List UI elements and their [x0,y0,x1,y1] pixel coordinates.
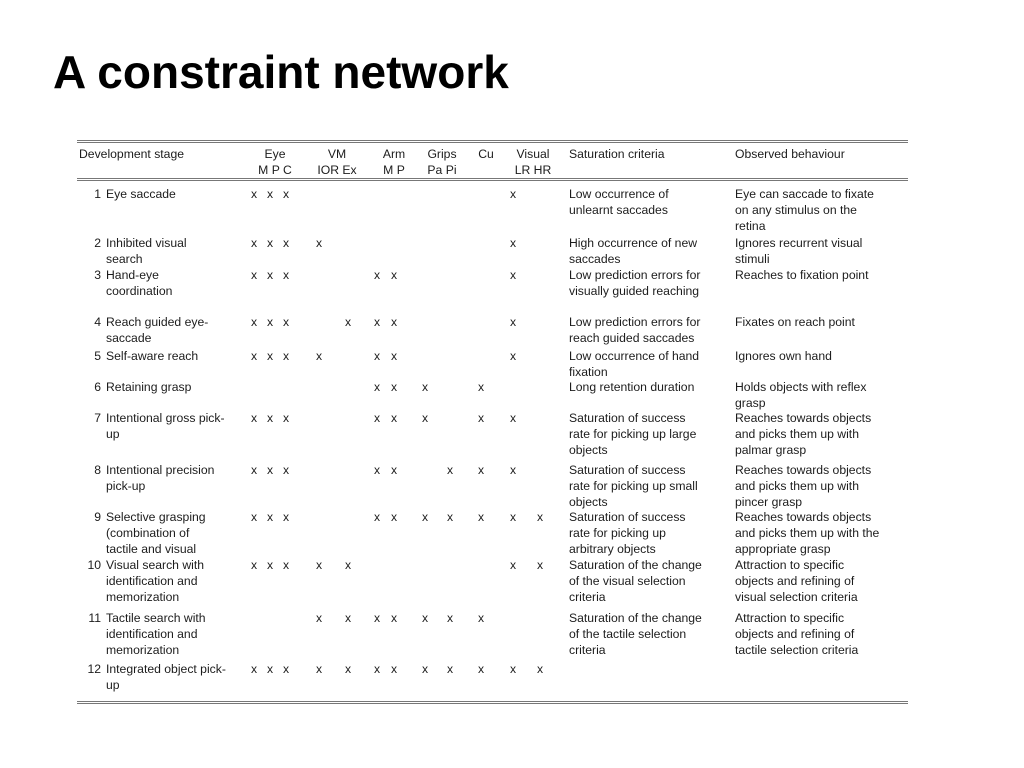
mark-eye-m: x [250,315,258,329]
mark-arm-m: x [373,411,381,425]
mark-vm-ior: x [315,611,323,625]
mark-grips-pa: x [421,411,429,425]
mark-grips-pa: x [421,611,429,625]
header-rule [77,178,908,181]
mark-arm-p: x [390,463,398,477]
header-grips: Grips Pa Pi [427,147,457,177]
observed-behaviour: Ignores own hand [735,349,832,363]
saturation-criteria: Low occurrence of hand fixation [569,349,700,379]
mark-visual-lr: x [509,662,517,676]
mark-eye-c: x [282,463,290,477]
mark-vm-ex: x [344,611,352,625]
mark-grips-pi: x [446,611,454,625]
mark-visual-lr: x [509,315,517,329]
mark-vm-ex: x [344,558,352,572]
stage-name: Eye saccade [106,187,176,201]
header-observed-behaviour: Observed behaviour [735,147,845,161]
observed-behaviour: Attraction to specific objects and refining of visual selection criteria [735,558,858,604]
mark-eye-m: x [250,662,258,676]
stage-number: 4 [94,315,101,329]
mark-eye-p: x [266,463,274,477]
mark-arm-p: x [390,411,398,425]
mark-cu: x [477,411,485,425]
observed-behaviour: Eye can saccade to fixate on any stimulus on the retina [735,187,874,233]
stage-name: Tactile search with identification and memorization [106,611,206,657]
stage-name: Inhibited visual search [106,236,187,266]
header-visual: Visual LR HR [514,147,552,177]
mark-eye-p: x [266,315,274,329]
slide-title: A constraint network [53,46,509,98]
mark-vm-ex: x [344,662,352,676]
mark-grips-pi: x [446,662,454,676]
stage-number: 2 [94,236,101,250]
mark-eye-m: x [250,558,258,572]
stage-name: Integrated object pick- up [106,662,226,692]
mark-visual-lr: x [509,411,517,425]
mark-visual-hr: x [536,558,544,572]
mark-arm-m: x [373,662,381,676]
mark-visual-hr: x [536,510,544,524]
header-vm: VM IOR Ex [317,147,357,177]
header-cu: Cu [478,147,494,161]
mark-eye-c: x [282,187,290,201]
mark-arm-m: x [373,268,381,282]
mark-eye-p: x [266,187,274,201]
mark-visual-lr: x [509,510,517,524]
stage-number: 10 [87,558,101,572]
mark-eye-p: x [266,268,274,282]
mark-arm-m: x [373,463,381,477]
mark-eye-p: x [266,510,274,524]
mark-grips-pi: x [446,510,454,524]
mark-eye-c: x [282,315,290,329]
saturation-criteria: Saturation of success rate for picking up large objects [569,411,697,457]
mark-eye-c: x [282,558,290,572]
mark-eye-p: x [266,662,274,676]
observed-behaviour: Reaches to fixation point [735,268,869,282]
observed-behaviour: Fixates on reach point [735,315,855,329]
mark-arm-p: x [390,662,398,676]
stage-number: 7 [94,411,101,425]
mark-grips-pa: x [421,380,429,394]
header-arm: Arm M P [382,147,406,177]
mark-eye-p: x [266,411,274,425]
stage-number: 3 [94,268,101,282]
mark-arm-p: x [390,510,398,524]
mark-arm-p: x [390,315,398,329]
mark-arm-m: x [373,349,381,363]
mark-vm-ior: x [315,558,323,572]
observed-behaviour: Holds objects with reflex grasp [735,380,867,410]
mark-eye-m: x [250,236,258,250]
stage-name: Hand-eye coordination [106,268,173,298]
mark-eye-c: x [282,510,290,524]
mark-arm-p: x [390,380,398,394]
saturation-criteria: High occurrence of new saccades [569,236,698,266]
mark-grips-pi: x [446,463,454,477]
mark-eye-c: x [282,662,290,676]
saturation-criteria: Low occurrence of unlearnt saccades [569,187,669,217]
mark-cu: x [477,380,485,394]
mark-eye-m: x [250,510,258,524]
mark-visual-lr: x [509,268,517,282]
mark-cu: x [477,463,485,477]
stage-number: 11 [88,611,101,625]
stage-name: Self-aware reach [106,349,199,363]
mark-visual-lr: x [509,187,517,201]
mark-eye-p: x [266,236,274,250]
saturation-criteria: Saturation of the change of the visual selection criteria [569,558,702,604]
stage-number: 8 [94,463,101,477]
saturation-criteria: Saturation of the change of the tactile selection criteria [569,611,702,657]
saturation-criteria: Saturation of success rate for picking up small objects [569,463,698,509]
mark-visual-hr: x [536,662,544,676]
mark-eye-p: x [266,349,274,363]
mark-vm-ex: x [344,315,352,329]
mark-eye-m: x [250,268,258,282]
stage-name: Selective grasping (combination of tactile and visual [106,510,206,556]
mark-arm-p: x [390,611,398,625]
observed-behaviour: Reaches towards objects and picks them up with pincer grasp [735,463,872,509]
stage-number: 5 [94,349,101,363]
mark-arm-p: x [390,349,398,363]
mark-eye-m: x [250,411,258,425]
saturation-criteria: Saturation of success rate for picking up arbitrary objects [569,510,686,556]
header-eye: Eye M P C [258,147,292,177]
stage-name: Intentional precision pick-up [106,463,215,493]
stage-name: Retaining grasp [106,380,192,394]
constraint-table [77,140,908,704]
stage-number: 6 [94,380,101,394]
mark-eye-c: x [282,411,290,425]
stage-name: Visual search with identification and memorization [106,558,204,604]
observed-behaviour: Attraction to specific objects and refining of tactile selection criteria [735,611,859,657]
stage-number: 1 [94,187,101,201]
stage-number: 9 [94,510,101,524]
mark-vm-ior: x [315,236,323,250]
stage-name: Intentional gross pick- up [106,411,225,441]
mark-visual-lr: x [509,558,517,572]
mark-arm-m: x [373,510,381,524]
mark-cu: x [477,611,485,625]
mark-arm-p: x [390,268,398,282]
mark-grips-pa: x [421,510,429,524]
mark-visual-lr: x [509,463,517,477]
mark-arm-m: x [373,315,381,329]
saturation-criteria: Low prediction errors for visually guided reaching [569,268,701,298]
header-saturation-criteria: Saturation criteria [569,147,665,161]
mark-vm-ior: x [315,349,323,363]
observed-behaviour: Reaches towards objects and picks them up with the appropriate grasp [735,510,880,556]
mark-cu: x [477,510,485,524]
mark-eye-m: x [250,463,258,477]
mark-vm-ior: x [315,662,323,676]
mark-cu: x [477,662,485,676]
mark-eye-p: x [266,558,274,572]
mark-grips-pa: x [421,662,429,676]
mark-eye-c: x [282,268,290,282]
saturation-criteria: Low prediction errors for reach guided saccades [569,315,701,345]
observed-behaviour: Ignores recurrent visual stimuli [735,236,863,266]
mark-visual-lr: x [509,236,517,250]
mark-eye-m: x [250,349,258,363]
stage-name: Reach guided eye- saccade [106,315,209,345]
stage-number: 12 [87,662,101,676]
saturation-criteria: Long retention duration [569,380,695,394]
header-development-stage: Development stage [79,147,185,161]
mark-eye-m: x [250,187,258,201]
mark-eye-c: x [282,349,290,363]
observed-behaviour: Reaches towards objects and picks them up with palmar grasp [735,411,872,457]
mark-arm-m: x [373,380,381,394]
mark-visual-lr: x [509,349,517,363]
mark-eye-c: x [282,236,290,250]
mark-arm-m: x [373,611,381,625]
